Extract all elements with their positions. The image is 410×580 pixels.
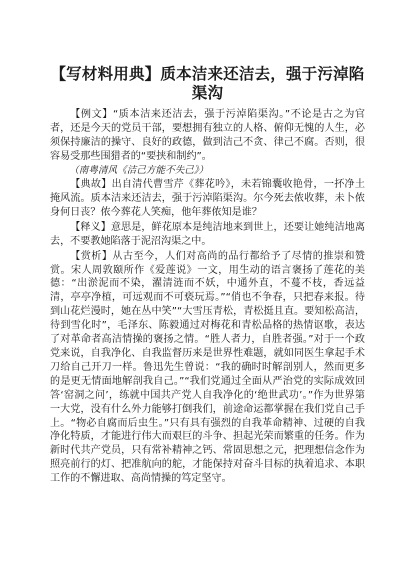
appreciation-paragraph: 【赏析】从古至今，人们对高尚的品行都给予了尽情的推崇和赞赏。宋人周敦颐所作《爱莲说》一文，用生动的语言褒扬了莲花的美德：“出淤泥而不染，濯清涟而不妖，中通外直，不蔓不枝，香远益清，亭亭净植，可远观而不可亵玩焉。”“俏也不争春，只把春来报。待到山花烂漫时，她在丛中笑”“大雪压青松，青松挺且直。要知松高洁，待到雪化时”，毛泽东、陈毅通过对梅花和青松品格的热情讴歌，表达了对革命者高洁情操的褒扬之情。“胜人者力，自胜者强。”对于一个政党来说，自我净化、自我监督历来是世界性难题，就如同医生拿起手术刀给自己开刀一样。鲁迅先生曾说：“我的确时时解剖别人，然而更多的是更无情面地解剖我自己。”“我们党通过全面从严治党的实际成效回答‘窑洞之问’，练就中国共产党人自我净化的‘绝世武功’。”作为世界第一大党，没有什么外力能够打倒我们，前途命运都掌握在我们党自己手上。“物必自腐而后虫生。”只有具有强烈的自我革命精神、过硬的自我净化特质，才能进行伟大而艰巨的斗争、担起光荣而繁重的任务。作为新时代共产党员，只有常补精神之钙、常固思想之元，把理想信念作为照亮前行的灯、把准航向的舵，才能保持对奋斗目标的执着追求、本职工作的不懈进取、高尚情操的笃定坚守。 [50, 250, 365, 485]
example-section [50, 108, 365, 177]
document-page [50, 64, 365, 487]
document-title [50, 64, 365, 102]
origin-paragraph: 【典故】出自清代曹雪芹《葬花吟》，未若锦囊收艳骨，一抔净土掩风流。质本洁来还洁去，强于污淖陷渠沟。尔今死去侬收葬，未卜侬身何日丧？侬今葬花人笑痴，他年葬侬知是谁？ [50, 179, 365, 218]
meaning-paragraph: 【释义】意思是，鲜花原本是纯洁地来到世上，还要让她纯洁地离去，不要教她陷落于泥沼沟渠之中。 [50, 221, 365, 247]
origin-section [50, 178, 365, 220]
title-line-2: 渠沟 [191, 83, 224, 102]
example-source: （南粤清风《洁己方能不失己》） [69, 164, 209, 176]
title-line-1: 【写材料用典】质本洁来还洁去，强于污淖陷 [50, 64, 365, 83]
appreciation-section [50, 250, 365, 486]
meaning-section [50, 221, 365, 249]
example-paragraph: 【例文】“质本洁来还洁去，强于污淖陷渠沟。”不论是古之为官者，还是今天的党员干部，要想拥有独立的人格、俯仰无愧的人生，必须保持廉洁的操守、良好的政德，做到洁己不贪、律己不腐。否则，很容易受那些围猎者的“要挟和制约”。 [50, 109, 365, 162]
